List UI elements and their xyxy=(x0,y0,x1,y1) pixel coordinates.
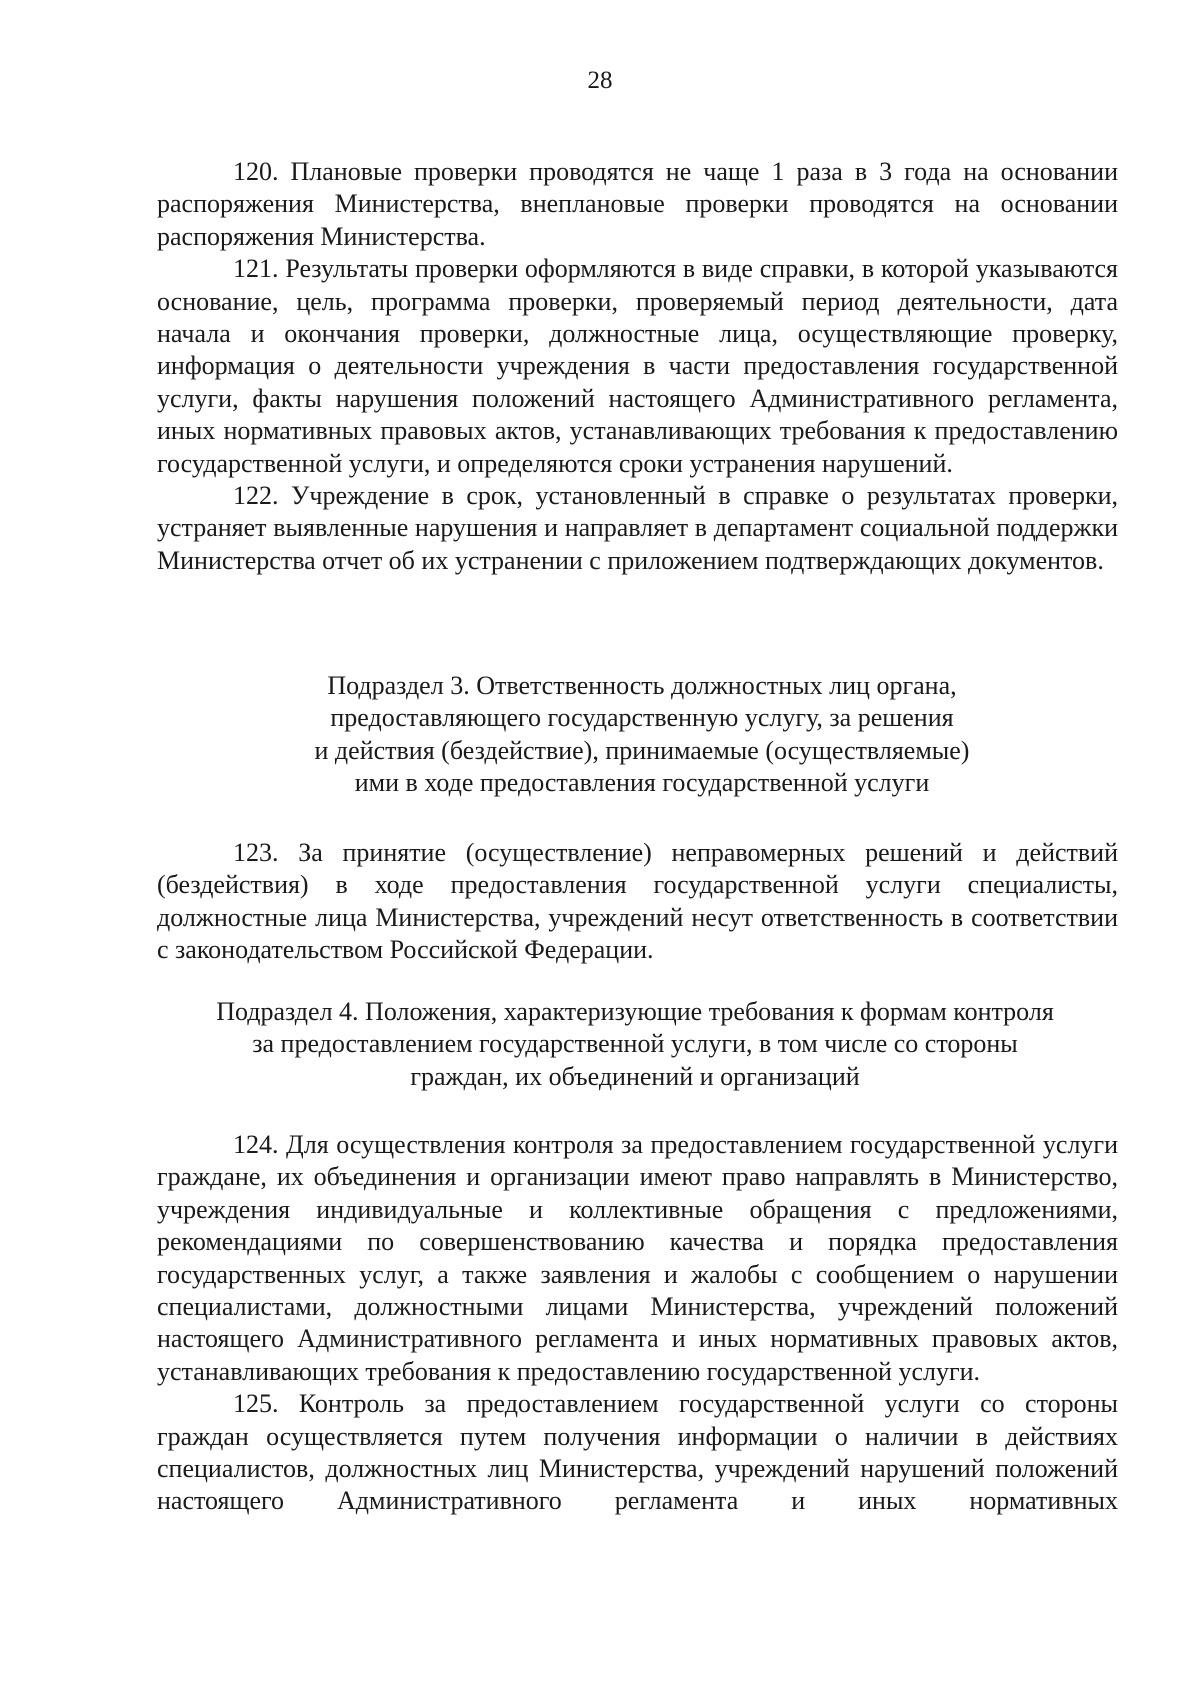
subsection-3-line: ими в ходе предоставления государственной услуги xyxy=(354,768,930,798)
paragraph-123-block xyxy=(157,837,1118,967)
subsection-3-line: Подраздел 3. Ответственность должностных лиц органа, xyxy=(327,671,957,700)
page-number: 28 xyxy=(587,67,613,94)
paragraphs-120-122 xyxy=(157,156,1118,577)
subsection-4-line: граждан, их объединений и организаций xyxy=(410,1061,860,1091)
subsection-3-heading xyxy=(157,670,1127,800)
subsection-4-line: за предоставлением государственной услуги, в том числе со стороны xyxy=(252,1029,1018,1059)
subsection-4-line: Подраздел 4. Положения, характеризующие требования к формам контроля xyxy=(216,997,1054,1026)
paragraph-120: 120. Плановые проверки проводятся не чаще 1 раза в 3 года на основании распоряжения Министерства, внеплановые проверки проводятся на основании распоряжения Министерства. xyxy=(157,157,1118,251)
paragraphs-124-125 xyxy=(157,1129,1118,1518)
paragraph-124: 124. Для осуществления контроля за предоставлением государственной услуги граждане, их объединения и организации имеют право направлять в Министерство, учреждения индивидуальные и коллективные обращения с предложениями, рекомендациями по совершенствованию качества и порядка предоставления государственных услуг, а также заявления и жалобы с сообщением о нарушении специалистами, должностными лицами Министерства, учреждений положений настоящего Административного регламента и иных нормативных правовых актов, устанавливающих требования к предоставлению государственной услуги. xyxy=(157,1130,1118,1386)
paragraph-125: 125. Контроль за предоставлением государственной услуги со стороны граждан осуществляется путем получения информации о наличии в действиях специалистов, должностных лиц Министерства, учреждений нарушений положений настоящего Административного регламента и иных нормативных xyxy=(157,1389,1118,1516)
subsection-4-heading xyxy=(150,996,1120,1093)
paragraph-121: 121. Результаты проверки оформляются в виде справки, в которой указываются основание, цель, программа проверки, проверяемый период деятельности, дата начала и окончания проверки, должностные лица, осуществляющие проверку, информация о деятельности учреждения в части предоставления государственной услуги, факты нарушения положений настоящего Административного регламента, иных нормативных правовых актов, устанавливающих требования к предоставлению государственной услуги, и определяются сроки устранения нарушений. xyxy=(157,254,1118,478)
subsection-3-line: и действия (бездействие), принимаемые (осуществляемые) xyxy=(314,735,970,765)
paragraph-123: 123. За принятие (осуществление) неправомерных решений и действий (бездействия) в ходе предоставления государственной услуги специалисты, должностные лица Министерства, учреждений несут ответственность в соответствии с законодательством Российской Федерации. xyxy=(157,838,1118,965)
subsection-3-line: предоставляющего государственную услугу, за решения xyxy=(330,703,954,733)
paragraph-122: 122. Учреждение в срок, установленный в справке о результатах проверки, устраняет выявленные нарушения и направляет в департамент социальной поддержки Министерства отчет об их устранении с приложением подтверждающих документов. xyxy=(157,481,1118,575)
